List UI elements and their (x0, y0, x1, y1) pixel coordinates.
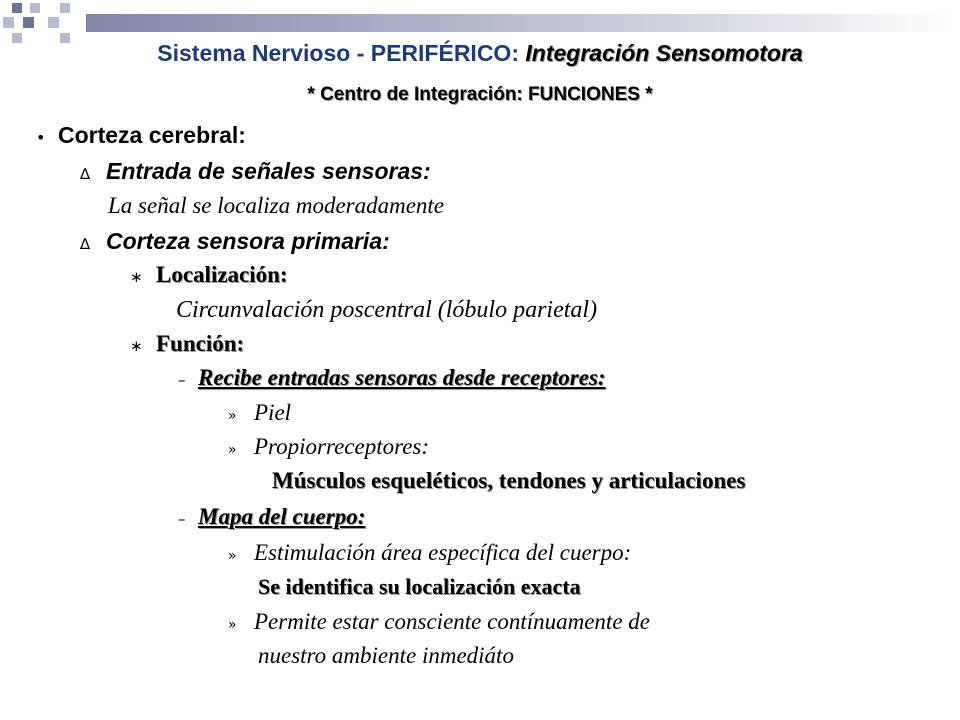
decor-square-6 (48, 17, 59, 28)
bullet-chevron-icon: » (228, 442, 237, 458)
line-piel: » Piel (228, 400, 292, 425)
bullet-chevron-icon: » (228, 408, 237, 424)
bullet-asterisk-icon: ∗ (130, 268, 143, 286)
bullet-triangle-icon: ∆ (80, 235, 91, 253)
line-funcion: ∗ Función: (130, 331, 245, 356)
decor-square-3 (60, 3, 70, 13)
slide-title (0, 40, 960, 67)
slide-subtitle: * Centro de Integración: FUNCIONES * (307, 84, 653, 105)
bullet-dash-icon: – (178, 371, 186, 389)
line-circunvalacion: Circunvalación poscentral (lóbulo parietal) (176, 297, 598, 323)
decor-square-4 (3, 17, 14, 28)
title-emphasis: Integración Sensomotora (525, 40, 803, 66)
line-recibe-entradas: – Recibe entradas sensoras desde receptores: (178, 365, 606, 390)
line-mapa-cuerpo: – Mapa del cuerpo: (178, 504, 366, 529)
decor-square-1 (12, 3, 22, 13)
title-prefix: Sistema Nervioso - PERIFÉRICO: (157, 40, 526, 66)
line-propiorreceptores: » Propiorreceptores: (228, 434, 430, 459)
decor-square-2 (30, 3, 40, 13)
line-corteza-sensora: ∆ Corteza sensora primaria: (80, 228, 390, 254)
line-senal-localiza: La señal se localiza moderadamente (108, 193, 445, 218)
line-identifica: Se identifica su localización exacta (258, 574, 581, 599)
bullet-chevron-icon: » (228, 548, 237, 564)
line-estimulacion: » Estimulación área específica del cuerpo: (228, 540, 632, 565)
line-musculos: Músculos esqueléticos, tendones y articulaciones (272, 468, 746, 493)
bullet-dot-icon: • (36, 128, 46, 147)
line-permite: » Permite estar consciente contínuamente de (228, 609, 650, 634)
line-corteza-cerebral: • Corteza cerebral: (36, 122, 246, 148)
line-entrada-senales: ∆ Entrada de señales sensoras: (80, 158, 431, 184)
bullet-dash-icon: – (178, 510, 186, 528)
bullet-chevron-icon: » (228, 617, 237, 633)
line-ambiente: nuestro ambiente inmediáto (258, 643, 514, 668)
header-gradient-bar (86, 14, 956, 32)
line-localizacion: ∗ Localización: (130, 262, 288, 287)
decor-square-5 (23, 17, 34, 28)
bullet-asterisk-icon: ∗ (130, 337, 143, 355)
bullet-triangle-icon: ∆ (80, 165, 91, 183)
